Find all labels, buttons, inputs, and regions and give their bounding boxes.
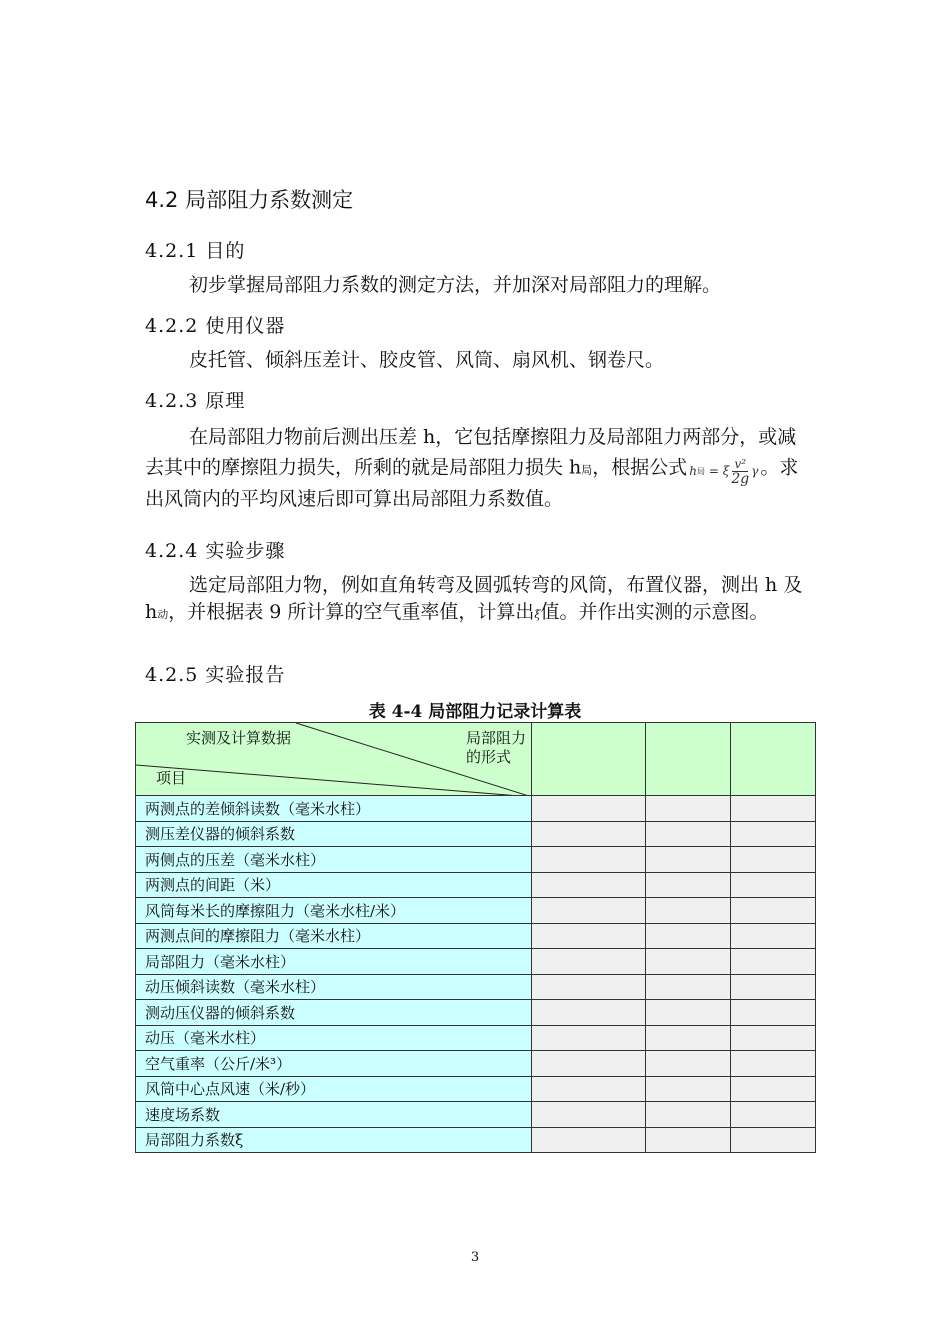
value-cell[interactable] [532,974,646,1000]
procedure-sentence-c: 值。并作出实测的示意图。 [540,601,769,623]
value-cell[interactable] [532,949,646,975]
table-row [136,821,816,847]
header-diagonal-cell [136,723,532,796]
heading-procedure: 4.2.4 实验步骤 [145,540,286,562]
value-cell[interactable] [731,1076,816,1102]
value-cell[interactable] [646,1051,731,1077]
row-label: 两测点的间距（米） [136,872,532,898]
value-cell[interactable] [731,949,816,975]
formula-fraction [731,457,749,486]
principle-sentence-c: 。求出风筒内的平均风速后即可算出局部阻力系数值。 [145,456,799,510]
formula-equals: = ξ [708,464,730,478]
principle-text [145,424,811,513]
purpose-sentence: 初步掌握局部阻力系数的测定方法，并加深对局部阻力的理解。 [189,274,722,296]
value-cell[interactable] [646,1102,731,1128]
value-cell[interactable] [532,1076,646,1102]
heading-instruments: 4.2.2 使用仪器 [145,315,286,337]
formula-denominator: 2g [731,471,750,487]
table-row [136,1127,816,1153]
value-cell[interactable] [532,847,646,873]
header-empty-cell [646,723,731,796]
principle-sub-a: 局 [581,463,593,477]
heading-principle: 4.2.3 原理 [145,390,246,412]
heading-purpose: 4.2.1 目的 [145,240,246,262]
header-resistance-form-line1: 局部阻力 [466,729,527,747]
table-row [136,1051,816,1077]
row-label: 动压倾斜读数（毫米水柱） [136,974,532,1000]
procedure-sentence-b: ，并根据表 9 所计算的空气重率值，计算出 [168,601,535,623]
value-cell[interactable] [731,1025,816,1051]
table-row [136,1076,816,1102]
value-cell[interactable] [532,796,646,822]
procedure-sub-a: 动 [157,608,169,621]
value-cell[interactable] [731,796,816,822]
table-row [136,847,816,873]
table-caption: 表 4-4 局部阻力记录计算表 [368,702,582,722]
procedure-sentence-a: 选定局部阻力物，例如直角转弯及圆弧转弯的风筒，布置仪器，测出 h 及 h [145,574,803,623]
row-label: 局部阻力（毫米水柱） [136,949,532,975]
value-cell[interactable] [731,1102,816,1128]
heading-report: 4.2.5 实验报告 [145,664,286,686]
principle-sentence-b: ，根据公式 [592,456,688,479]
section-title: 4.2 局部阻力系数测定 [145,188,354,212]
row-label: 两侧点的压差（毫米水柱） [136,847,532,873]
formula-lhs-sub: 局 [697,467,706,476]
resistance-record-table [135,722,816,1153]
table-body [136,796,816,1153]
value-cell[interactable] [646,821,731,847]
table-row [136,1025,816,1051]
header-resistance-form [466,729,526,767]
row-label: 速度场系数 [136,1102,532,1128]
principle-sentence-a: 在局部阻力物前后测出压差 h，它包括摩擦阻力及局部阻力两部分，或减去其中的摩擦阻力损失，所剩的就是局部阻力损失 h [145,426,797,479]
value-cell[interactable] [646,1127,731,1153]
table-row [136,949,816,975]
page-number: 3 [470,1250,480,1265]
value-cell[interactable] [532,1025,646,1051]
value-cell[interactable] [532,923,646,949]
value-cell[interactable] [646,1025,731,1051]
header-empty-cell [532,723,646,796]
table-row [136,923,816,949]
value-cell[interactable] [731,1127,816,1153]
value-cell[interactable] [731,974,816,1000]
value-cell[interactable] [646,949,731,975]
row-label: 空气重率（公斤/米³） [136,1051,532,1077]
header-resistance-form-line2: 的形式 [466,748,512,766]
procedure-text [145,572,811,628]
header-measured-data: 实测及计算数据 [186,729,292,747]
value-cell[interactable] [532,821,646,847]
value-cell[interactable] [646,796,731,822]
value-cell[interactable] [731,872,816,898]
value-cell[interactable] [646,847,731,873]
formula-numerator: v² [734,457,747,471]
table-row [136,974,816,1000]
value-cell[interactable] [731,923,816,949]
row-label: 两测点间的摩擦阻力（毫米水柱） [136,923,532,949]
value-cell[interactable] [646,1076,731,1102]
value-cell[interactable] [646,923,731,949]
formula-gamma: γ [751,464,759,478]
instruments-text [145,347,811,374]
purpose-text [145,272,811,299]
value-cell[interactable] [731,898,816,924]
table-row [136,898,816,924]
value-cell[interactable] [731,821,816,847]
table-row [136,1000,816,1026]
formula-lhs: h [689,464,698,478]
value-cell[interactable] [532,1051,646,1077]
value-cell[interactable] [532,898,646,924]
row-label: 测动压仪器的倾斜系数 [136,1000,532,1026]
value-cell[interactable] [532,872,646,898]
loss-formula [689,457,758,486]
table-header-row [136,723,816,796]
procedure-xi: ξ [534,608,541,621]
value-cell[interactable] [646,1000,731,1026]
table-row [136,796,816,822]
table-row [136,872,816,898]
table-row [136,1102,816,1128]
value-cell[interactable] [532,1000,646,1026]
header-item: 项目 [156,769,187,787]
row-label: 风筒中心点风速（米/秒） [136,1076,532,1102]
header-empty-cell [731,723,816,796]
row-label: 局部阻力系数ξ [136,1127,532,1153]
row-label: 动压（毫米水柱） [136,1025,532,1051]
row-label: 测压差仪器的倾斜系数 [136,821,532,847]
value-cell[interactable] [646,974,731,1000]
value-cell[interactable] [731,1051,816,1077]
instruments-sentence: 皮托管、倾斜压差计、胶皮管、风筒、扇风机、钢卷尺。 [189,349,665,371]
value-cell[interactable] [731,1000,816,1026]
value-cell[interactable] [532,1127,646,1153]
value-cell[interactable] [731,847,816,873]
value-cell[interactable] [532,1102,646,1128]
value-cell[interactable] [646,872,731,898]
value-cell[interactable] [646,898,731,924]
row-label: 两测点的差倾斜读数（毫米水柱） [136,796,532,822]
row-label: 风筒每米长的摩擦阻力（毫米水柱/米） [136,898,532,924]
